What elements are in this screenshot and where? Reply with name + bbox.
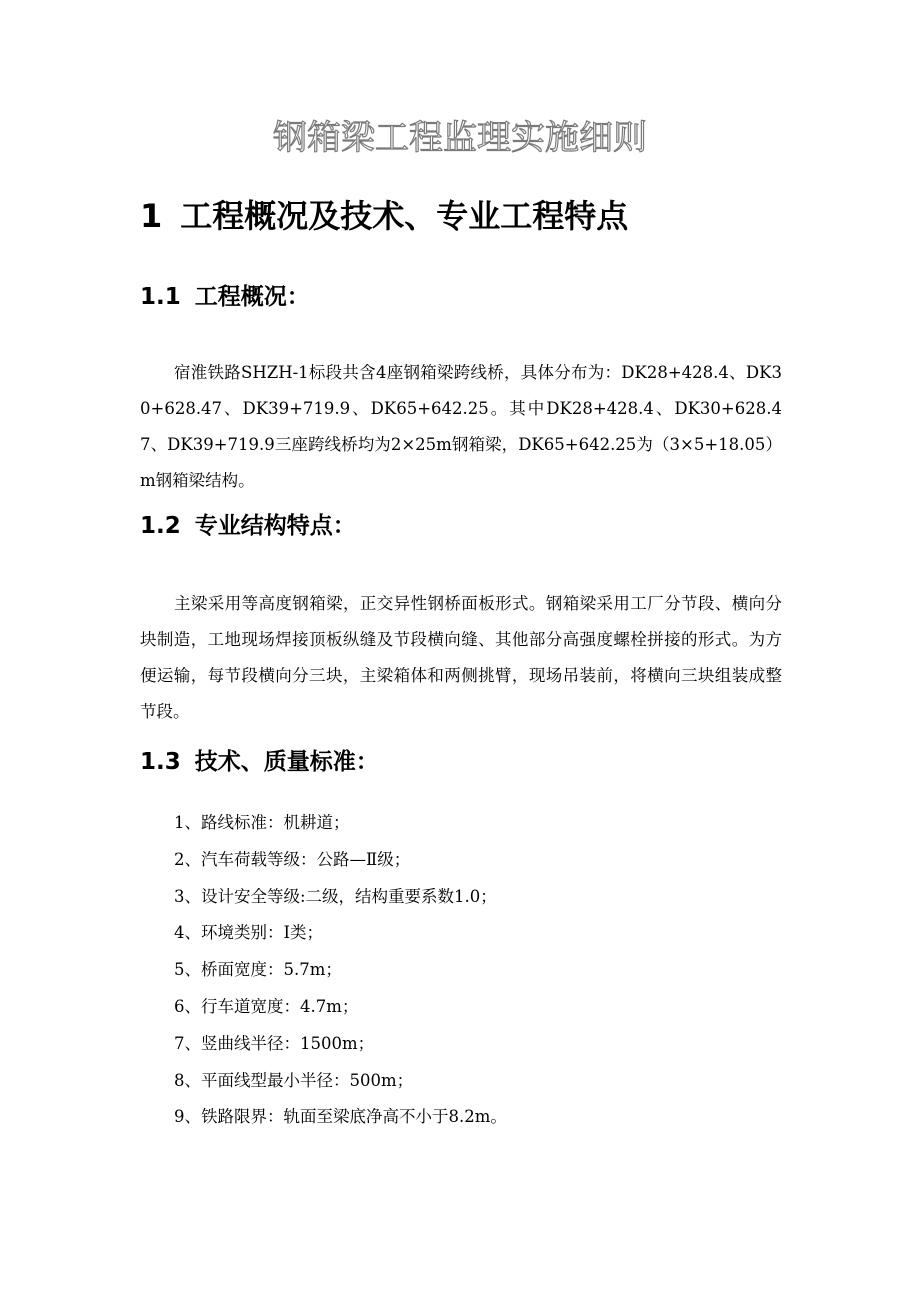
- list-item: 1、路线标准：机耕道；: [174, 813, 350, 832]
- list-item: 7、竖曲线半径：1500m；: [174, 1033, 375, 1053]
- list-item: 8、平面线型最小半径：500m；: [174, 1070, 414, 1090]
- section-number: 1.3: [140, 749, 181, 775]
- section-heading-1-2: [140, 508, 356, 544]
- section-title: 技术、质量标准：: [194, 749, 379, 775]
- section-number: 1.1: [140, 284, 181, 310]
- chapter-number: 1: [140, 197, 163, 235]
- section-paragraph-structure-features: 主梁采用等高度钢箱梁，正交异性钢桥面板形式。钢箱梁采用工厂分节段、横向分块制造，工地现场焊接顶板纵缝及节段横向缝、其他部分高强度螺栓拼接的形式。为方便运输，每节段横向分三块，主梁箱体和两侧挑臂，现场吊装前，将横向三块组装成整节段。: [140, 593, 782, 721]
- list-item: 3、设计安全等级:二级，结构重要系数1.0；: [174, 886, 497, 906]
- section-heading-1-3: [140, 744, 379, 780]
- section-title: 工程概况：: [194, 284, 310, 310]
- section-title: 专业结构特点：: [194, 513, 356, 539]
- standards-list: [174, 805, 507, 1136]
- list-item: 6、行车道宽度：4.7m；: [174, 996, 359, 1016]
- list-item: 4、环境类别：Ⅰ类；: [174, 923, 324, 943]
- section-number: 1.2: [140, 513, 181, 539]
- chapter-heading: [140, 192, 628, 240]
- section-heading-1-1: [140, 279, 310, 315]
- list-item: 2、汽车荷载等级：公路—Ⅱ级；: [174, 849, 411, 869]
- list-item: 5、桥面宽度：5.7m；: [174, 960, 342, 980]
- list-item: 9、铁路限界：轨面至梁底净高不小于8.2m。: [174, 1107, 507, 1127]
- section-paragraph-project-overview: 宿淮铁路SHZH-1标段共含4座钢箱梁跨线桥，具体分布为：DK28+428.4、DK30+628.47、DK39+719.9、DK65+642.25。其中DK28+428.4、DK30+628.47、DK39+719.9三座跨线桥均为2×25m钢箱梁，DK65+642.25为（3×5+18.05）m钢箱梁结构。: [140, 362, 782, 490]
- document-title: 钢箱梁工程监理实施细则: [273, 118, 647, 158]
- chapter-title: 工程概况及技术、专业工程特点: [180, 197, 629, 235]
